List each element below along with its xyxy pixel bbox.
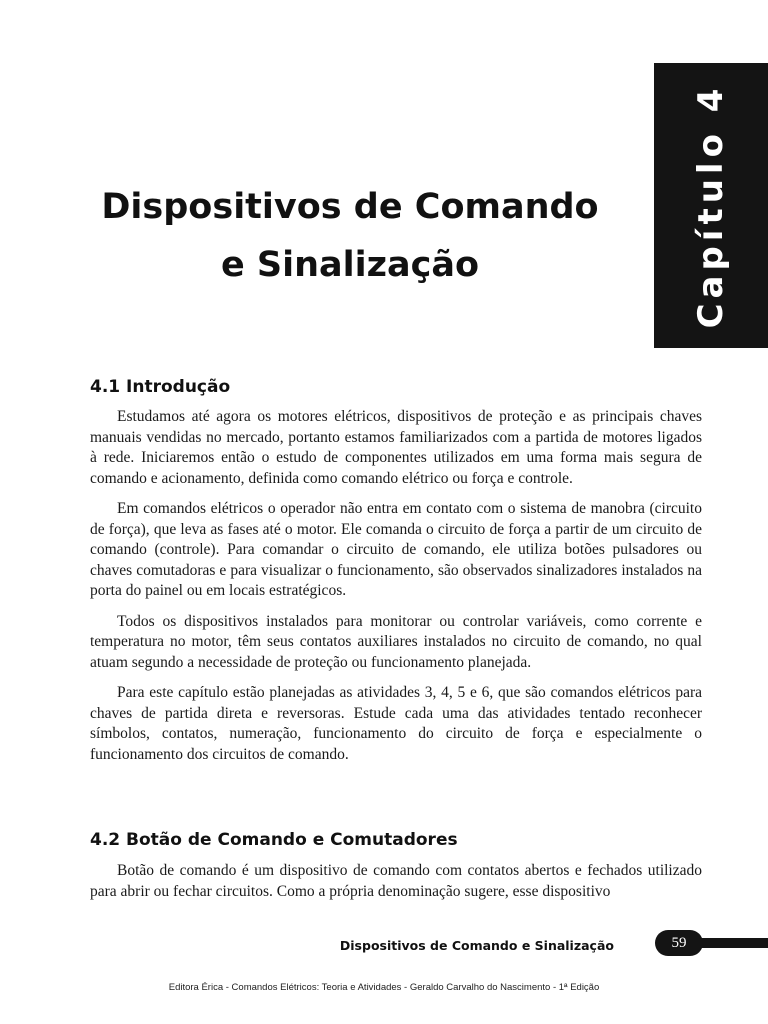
chapter-tab bbox=[654, 63, 768, 348]
paragraph: Em comandos elétricos o operador não entra em contato com o sistema de manobra (circuito de força), que leva as fases até o motor. Ele comanda o circuito de força a partir de um circuito de comando (controle). Para comandar o circuito de comando, ele utiliza botões pulsadores ou chaves comutadoras e para visualizar o funcionamento, são observados sinalizadores instalados na porta do painel ou em locais estratégicos. bbox=[90, 500, 702, 599]
paragraph: Estudamos até agora os motores elétricos, dispositivos de proteção e as principais chaves manuais vendidas no mercado, portanto estamos familiarizados com a partida de motores ligados à rede. Iniciaremos então o estudo de componentes utilizados em uma forma mais segura de comando e acionamento, definida como comando elétrico ou força e controle. bbox=[90, 408, 702, 487]
chapter-title-line-1: Dispositivos de Comando bbox=[101, 187, 599, 228]
chapter-title-line-2: e Sinalização bbox=[220, 245, 480, 286]
section-heading-botao-de-comando: 4.2 Botão de Comando e Comutadores bbox=[90, 830, 458, 850]
section-body-introducao bbox=[90, 407, 702, 775]
paragraph: Botão de comando é um dispositivo de comando com contatos abertos e fechados utilizado para abrir ou fechar circuitos. Como a própria denominação sugere, esse dispositivo bbox=[90, 862, 702, 900]
running-head: Dispositivos de Comando e Sinalização bbox=[339, 938, 614, 953]
section-heading-introducao: 4.1 Introdução bbox=[90, 377, 231, 397]
paragraph: Todos os dispositivos instalados para monitorar ou controlar variáveis, como corrente e temperatura no motor, têm seus contatos auxiliares instalados no circuito de comando, no qual atuam segundo a necessidade de proteção ou funcionamento planejada. bbox=[90, 612, 702, 671]
chapter-title bbox=[60, 178, 640, 294]
section-body-botao-de-comando bbox=[90, 861, 702, 912]
paragraph: Para este capítulo estão planejadas as atividades 3, 4, 5 e 6, que são comandos elétricos para chaves de partida direta e reversoras. Estude cada uma das atividades tentado reconhecer símbolos, contatos, numeração, funcionamento do circuito de força e especialmente o funcionamento dos circuitos de comando. bbox=[90, 684, 702, 763]
publisher-footer: Editora Érica - Comandos Elétricos: Teoria e Atividades - Geraldo Carvalho do Nascimento - 1ª Edição bbox=[168, 982, 600, 993]
chapter-label: Capítulo 4 bbox=[691, 83, 731, 328]
page-number: 59 bbox=[655, 930, 703, 956]
